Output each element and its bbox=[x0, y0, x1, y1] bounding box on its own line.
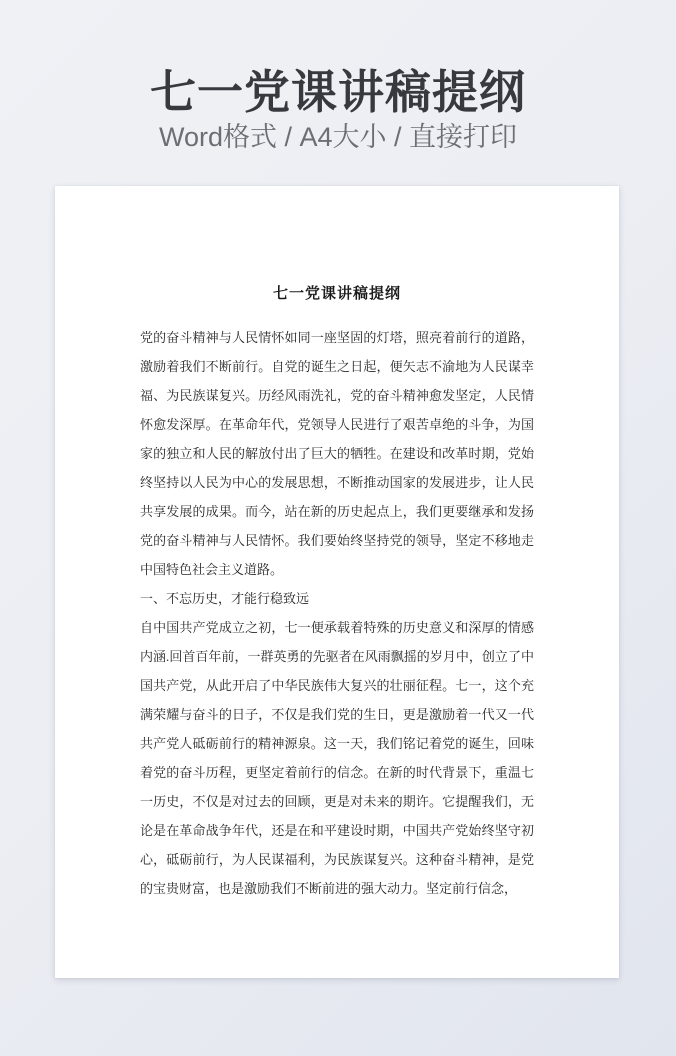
page-subtitle: Word格式 / A4大小 / 直接打印 bbox=[158, 122, 518, 152]
header bbox=[0, 0, 676, 186]
document-content bbox=[55, 186, 619, 903]
document-paragraph: 自中国共产党成立之初，七一便承载着特殊的历史意义和深厚的情感内涵.回首百年前，一群英勇的先驱者在风雨飘摇的岁月中，创立了中国共产党，从此开启了中华民族伟大复兴的壮丽征程。七一，这个充满荣耀与奋斗的日子，不仅是我们党的生日，更是激励着一代又一代共产党人砥砺前行的精神源泉。这一天，我们铭记着党的诞生，回味着党的奋斗历程，更坚定着前行的信念。在新的时代背景下，重温七一历史，不仅是对过去的回顾，更是对未来的期许。它提醒我们，无论是在革命战争年代，还是在和平建设时期，中国共产党始终坚守初心，砥砺前行，为人民谋福利，为民族谋复兴。这种奋斗精神，是党的宝贵财富，也是激励我们不断前进的强大动力。坚定前行信念， bbox=[140, 620, 534, 896]
document-title: 七一党课讲稿提纲 bbox=[272, 286, 401, 302]
document-paragraph: 党的奋斗精神与人民情怀如同一座坚固的灯塔，照亮着前行的道路，激励着我们不断前行。自党的诞生之日起，便矢志不渝地为人民谋幸福、为民族谋复兴。历经风雨洗礼，党的奋斗精神愈发坚定，人民情怀愈发深厚。在革命年代，党领导人民进行了艰苦卓绝的斗争，为国家的独立和人民的解放付出了巨大的牺牲。在建设和改革时期，党始终坚持以人民为中心的发展思想，不断推动国家的发展进步，让人民共享发展的成果。而今，站在新的历史起点上，我们更要继承和发扬党的奋斗精神与人民情怀。我们要始终坚持党的领导，坚定不移地走中国特色社会主义道路。 bbox=[140, 330, 534, 577]
document-section-heading: 一、不忘历史，才能行稳致远 bbox=[140, 591, 310, 606]
document-body bbox=[140, 323, 534, 903]
page-title: 七一党课讲稿提纲 bbox=[150, 66, 526, 118]
document-page-preview bbox=[55, 186, 619, 978]
